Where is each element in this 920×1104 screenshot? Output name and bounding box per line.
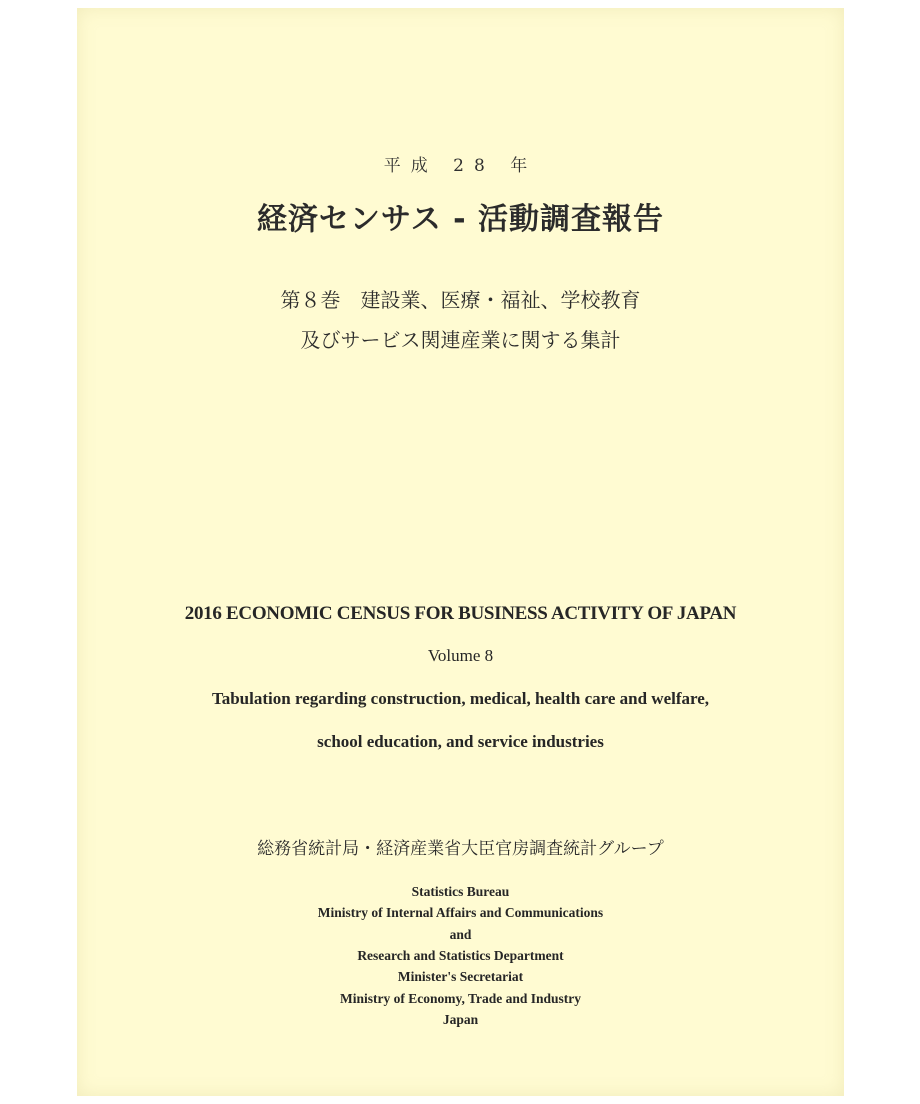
publisher-line-and: and bbox=[449, 927, 472, 942]
publisher-line-statistics-bureau: Statistics Bureau bbox=[411, 884, 510, 899]
publisher-line-ministry-economy: Ministry of Economy, Trade and Industry bbox=[339, 991, 582, 1006]
english-description-line-1: Tabulation regarding construction, medical, health care and welfare, bbox=[211, 689, 710, 708]
japanese-title: 経済センサス - 活動調査報告 bbox=[256, 202, 665, 237]
japanese-subtitle-line: 及びサービス関連産業に関する集計 bbox=[300, 328, 621, 352]
publisher-line-ministry-internal-affairs: Ministry of Internal Affairs and Communications bbox=[317, 905, 604, 920]
cover-page bbox=[77, 8, 844, 1096]
english-title: 2016 ECONOMIC CENSUS FOR BUSINESS ACTIVITY OF JAPAN bbox=[184, 603, 737, 624]
english-volume: Volume 8 bbox=[427, 646, 494, 665]
publisher-line-japan: Japan bbox=[442, 1012, 479, 1027]
era-year: 平成 28 年 bbox=[383, 156, 538, 176]
publisher-line-research-statistics: Research and Statistics Department bbox=[357, 948, 564, 963]
publisher-line-ministers-secretariat: Minister's Secretariat bbox=[397, 969, 524, 984]
japanese-publisher: 総務省統計局・経済産業省大臣官房調査統計グループ bbox=[257, 839, 664, 859]
english-description-line-2: school education, and service industries bbox=[317, 732, 604, 751]
japanese-volume-line: 第８巻 建設業、医療・福祉、学校教育 bbox=[280, 288, 641, 312]
